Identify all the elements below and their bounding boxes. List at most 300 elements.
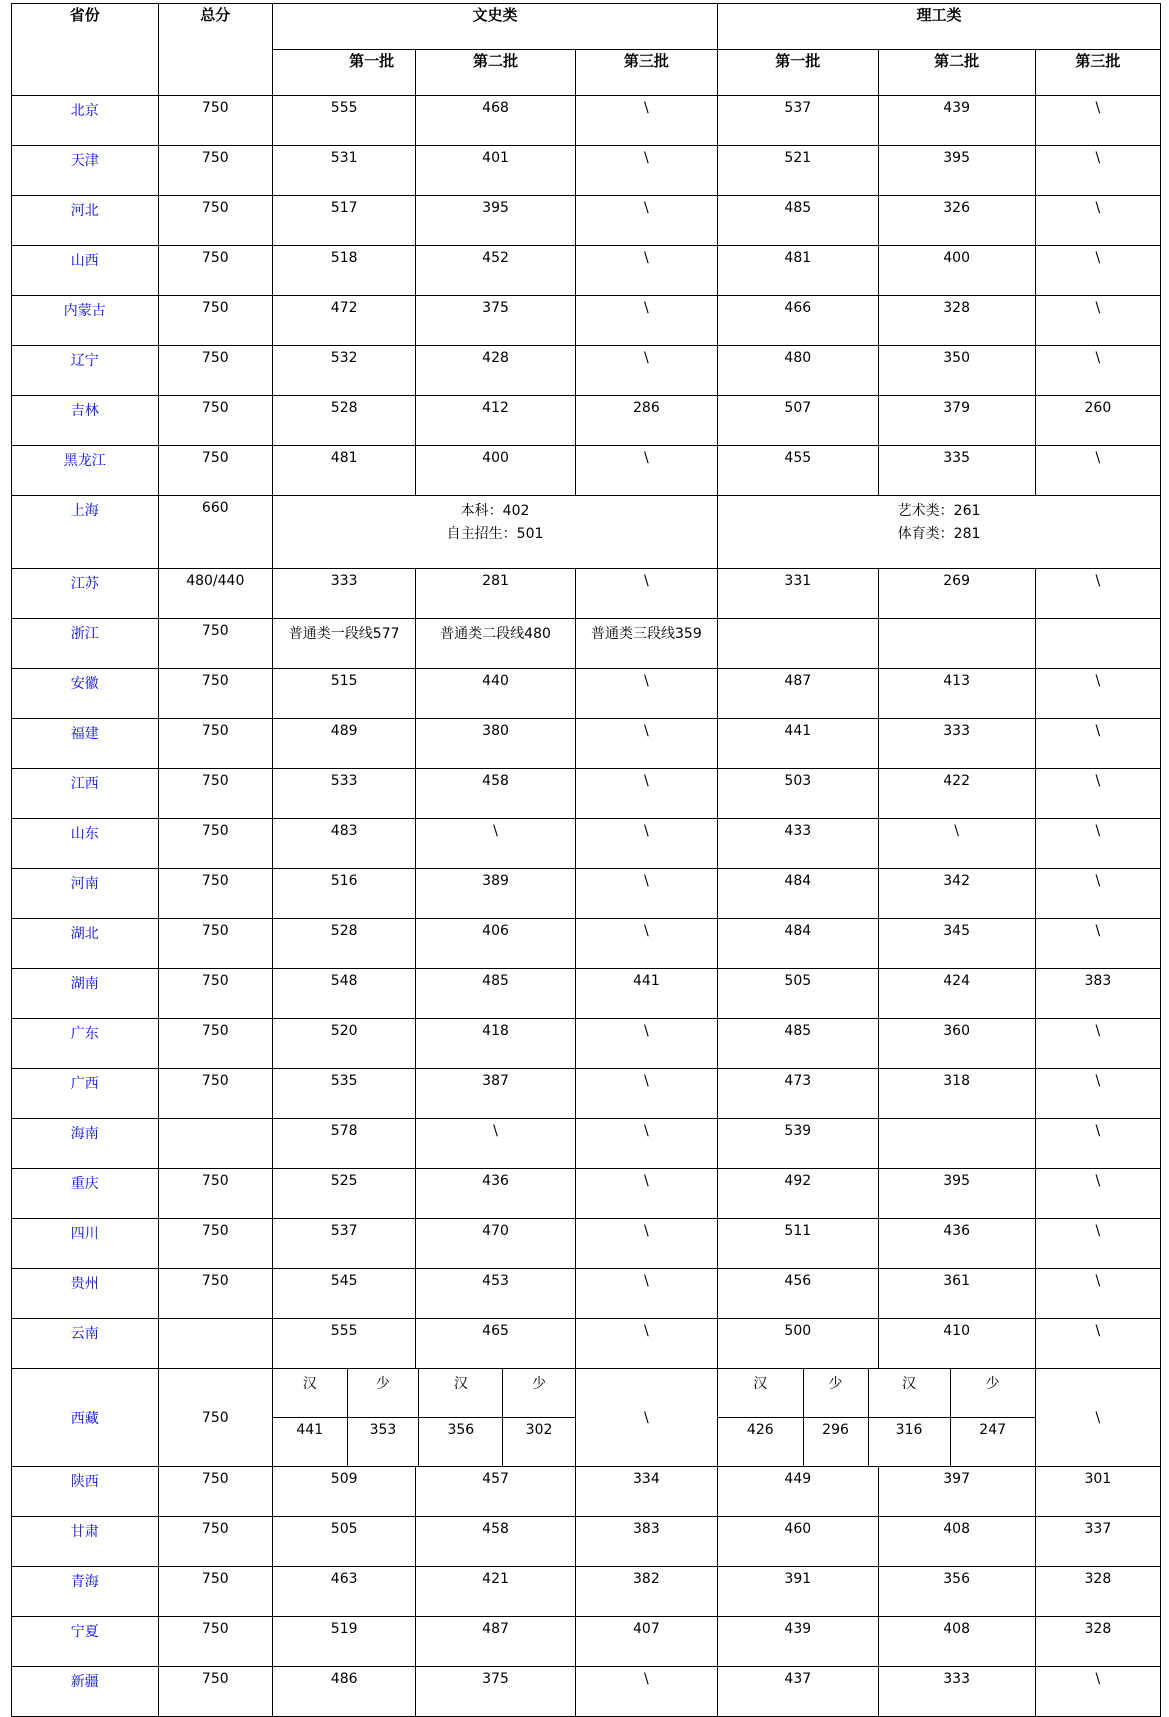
arts-batch3: \: [575, 1119, 717, 1169]
table-row: [12, 1617, 1161, 1667]
header-science-batch2: 第二批: [878, 50, 1035, 96]
arts-batch2: 452: [416, 246, 575, 296]
han-label: 汉: [419, 1369, 503, 1418]
minority-label: 少: [503, 1369, 575, 1418]
science-batch1: 485: [718, 196, 878, 246]
science-batch3: \: [1035, 1069, 1160, 1119]
province-link[interactable]: 河南: [12, 869, 159, 919]
arts-batch3: \: [575, 1269, 717, 1319]
province-link[interactable]: 陕西: [12, 1467, 159, 1517]
total-score: 750: [158, 769, 272, 819]
table-body-shanghai: [12, 496, 1161, 669]
arts-batch2: 458: [416, 1517, 575, 1567]
science-batch2: 361: [878, 1269, 1035, 1319]
total-score: 750: [158, 346, 272, 396]
province-link[interactable]: 海南: [12, 1119, 159, 1169]
arts-batch2: 389: [416, 869, 575, 919]
arts-batch3: \: [575, 1369, 717, 1467]
science-batch1: 456: [718, 1269, 878, 1319]
header-science: 理工类: [718, 4, 1161, 50]
arts-batch3: 382: [575, 1567, 717, 1617]
science-merged-cell: [718, 496, 1161, 569]
arts-batch2: 406: [416, 919, 575, 969]
arts-batch1: 481: [273, 446, 416, 496]
han-label: 汉: [718, 1369, 803, 1418]
table-row: [12, 619, 1161, 669]
science-batch1: 505: [718, 969, 878, 1019]
total-score: 750: [158, 1567, 272, 1617]
header-science-batch1: 第一批: [718, 50, 878, 96]
arts-batch2: 普通类二段线480: [416, 619, 575, 669]
arts-batch1: 535: [273, 1069, 416, 1119]
science-batch3: \: [1035, 246, 1160, 296]
table-row: [12, 496, 1161, 569]
arts-batch1: 578: [273, 1119, 416, 1169]
arts-batch1: 509: [273, 1467, 416, 1517]
arts-batch3: 286: [575, 396, 717, 446]
table-body-top: [12, 96, 1161, 496]
science-batch1: 500: [718, 1319, 878, 1369]
arts-batch1: 518: [273, 246, 416, 296]
total-score: 750: [158, 1467, 272, 1517]
science-batch3: 337: [1035, 1517, 1160, 1567]
arts-batch2: 281: [416, 569, 575, 619]
arts-batch3: \: [575, 196, 717, 246]
arts-batch2: 380: [416, 719, 575, 769]
arts-batch1: 516: [273, 869, 416, 919]
total-score: 750: [158, 196, 272, 246]
table-row: [12, 346, 1161, 396]
total-score: 750: [158, 919, 272, 969]
science-batch2: 395: [878, 1169, 1035, 1219]
total-score: 480/440: [158, 569, 272, 619]
science-batch1: 439: [718, 1617, 878, 1667]
arts-batch3: \: [575, 1219, 717, 1269]
science-batch3: \: [1035, 296, 1160, 346]
arts-batch2: 457: [416, 1467, 575, 1517]
science-batch3: 328: [1035, 1567, 1160, 1617]
arts-batch3: 441: [575, 969, 717, 1019]
science-batch2: 379: [878, 396, 1035, 446]
arts-batch3: \: [575, 146, 717, 196]
science-batch2: 436: [878, 1219, 1035, 1269]
province-link[interactable]: 黑龙江: [12, 446, 159, 496]
province-link[interactable]: 宁夏: [12, 1617, 159, 1667]
arts-batch3: \: [575, 569, 717, 619]
table-row: [12, 719, 1161, 769]
arts-batch1: 333: [273, 569, 416, 619]
arts-batch1: 463: [273, 1567, 416, 1617]
arts-batch1: 483: [273, 819, 416, 869]
total-score: 750: [158, 1517, 272, 1567]
province-link[interactable]: 北京: [12, 96, 159, 146]
science-batch3: [1035, 619, 1160, 669]
total-score: 750: [158, 1269, 272, 1319]
table-row: [12, 96, 1161, 146]
science-batch1: 473: [718, 1069, 878, 1119]
arts-batch2: 418: [416, 1019, 575, 1069]
science-batch2: 318: [878, 1069, 1035, 1119]
science-batch1: 449: [718, 1467, 878, 1517]
table-row: [12, 1119, 1161, 1169]
total-score: 750: [158, 719, 272, 769]
arts-batch2: 487: [416, 1617, 575, 1667]
table-row: [12, 1269, 1161, 1319]
arts-batch1: 517: [273, 196, 416, 246]
arts-batch2: \: [416, 1119, 575, 1169]
province-link[interactable]: 甘肃: [12, 1517, 159, 1567]
arts-batch2: 375: [416, 1667, 575, 1717]
science-batch2: 269: [878, 569, 1035, 619]
province-link[interactable]: 福建: [12, 719, 159, 769]
table-row: [12, 1019, 1161, 1069]
science-batch3: \: [1035, 569, 1160, 619]
science-batch1: 460: [718, 1517, 878, 1567]
arts-batch2: 468: [416, 96, 575, 146]
science-batch1: 481: [718, 246, 878, 296]
science-batch1: [718, 619, 878, 669]
minority-label: 少: [950, 1369, 1035, 1418]
science-batch1: 484: [718, 919, 878, 969]
arts-independent: 自主招生：501: [446, 526, 544, 542]
arts-batch1: 472: [273, 296, 416, 346]
total-score: 750: [158, 1019, 272, 1069]
arts-ethnic-subtable: [273, 1369, 575, 1466]
arts-batch1: 486: [273, 1667, 416, 1717]
science-batch1-minority: 296: [803, 1418, 868, 1467]
table-body-bottom: [12, 1467, 1161, 1717]
arts-batch2: 421: [416, 1567, 575, 1617]
total-score: 660: [158, 496, 272, 569]
science-batch1: 539: [718, 1119, 878, 1169]
arts-batch1: 528: [273, 919, 416, 969]
arts-batch3: \: [575, 819, 717, 869]
province-link[interactable]: 贵州: [12, 1269, 159, 1319]
total-score: 750: [158, 446, 272, 496]
table-row: [12, 919, 1161, 969]
science-sport: 体育类：281: [897, 526, 981, 542]
province-link[interactable]: 广东: [12, 1019, 159, 1069]
science-batch3: \: [1035, 1119, 1160, 1169]
science-batch1: 503: [718, 769, 878, 819]
total-score: [158, 1119, 272, 1169]
arts-batch1: 528: [273, 396, 416, 446]
total-score: 750: [158, 869, 272, 919]
header-arts-batch2: 第二批: [416, 50, 575, 96]
total-score: 750: [158, 146, 272, 196]
province-link[interactable]: 浙江: [12, 619, 159, 669]
science-batch2: 395: [878, 146, 1035, 196]
science-batch3: \: [1035, 919, 1160, 969]
table-row: [12, 769, 1161, 819]
arts-batch3: \: [575, 719, 717, 769]
science-batch1: 521: [718, 146, 878, 196]
minority-label: 少: [347, 1369, 419, 1418]
science-batch3: \: [1035, 719, 1160, 769]
arts-batch3: 407: [575, 1617, 717, 1667]
total-score: 750: [158, 619, 272, 669]
arts-batch1: 548: [273, 969, 416, 1019]
science-batch2: 356: [878, 1567, 1035, 1617]
science-batch1-han: 426: [718, 1418, 803, 1467]
total-score: 750: [158, 969, 272, 1019]
arts-batch3: \: [575, 669, 717, 719]
table-row: [12, 1369, 1161, 1467]
arts-batch1: 505: [273, 1517, 416, 1567]
province-link[interactable]: 山东: [12, 819, 159, 869]
science-batch1: 437: [718, 1667, 878, 1717]
province-link[interactable]: 青海: [12, 1567, 159, 1617]
science-batch12-split: [718, 1369, 1036, 1467]
header-province: 省份: [12, 4, 159, 96]
arts-batch3: \: [575, 1169, 717, 1219]
table-row: [12, 819, 1161, 869]
arts-batch1: 537: [273, 1219, 416, 1269]
science-batch1: 485: [718, 1019, 878, 1069]
province-link[interactable]: 河北: [12, 196, 159, 246]
han-label: 汉: [868, 1369, 950, 1418]
header-arts-batch1: 第一批: [273, 50, 416, 96]
arts-batch1: 532: [273, 346, 416, 396]
science-batch1: 487: [718, 669, 878, 719]
arts-batch2-minority: 302: [503, 1418, 575, 1467]
arts-batch1: 519: [273, 1617, 416, 1667]
total-score: 750: [158, 396, 272, 446]
arts-batch2: 375: [416, 296, 575, 346]
table-row: [12, 1517, 1161, 1567]
science-batch1: 433: [718, 819, 878, 869]
science-batch2: 408: [878, 1617, 1035, 1667]
arts-batch1: 545: [273, 1269, 416, 1319]
header-arts-batch3: 第三批: [575, 50, 717, 96]
arts-merged-cell: [273, 496, 718, 569]
arts-batch1: 489: [273, 719, 416, 769]
province-link[interactable]: 湖北: [12, 919, 159, 969]
total-score: 750: [158, 669, 272, 719]
arts-batch1: 531: [273, 146, 416, 196]
arts-batch3: 普通类三段线359: [575, 619, 717, 669]
total-score: 750: [158, 96, 272, 146]
table-row: [12, 1069, 1161, 1119]
province-link[interactable]: 辽宁: [12, 346, 159, 396]
science-batch2: 410: [878, 1319, 1035, 1369]
arts-batch2-han: 356: [419, 1418, 503, 1467]
science-batch1: 331: [718, 569, 878, 619]
science-batch3: \: [1035, 1219, 1160, 1269]
science-batch3: \: [1035, 1369, 1160, 1467]
table-row: [12, 196, 1161, 246]
science-batch2: 397: [878, 1467, 1035, 1517]
science-batch3: \: [1035, 1019, 1160, 1069]
arts-batch1: 555: [273, 96, 416, 146]
province-link[interactable]: 广西: [12, 1069, 159, 1119]
arts-batch2: 465: [416, 1319, 575, 1369]
header-total: 总分: [158, 4, 272, 96]
arts-batch2: 428: [416, 346, 575, 396]
science-batch3: \: [1035, 869, 1160, 919]
total-score: 750: [158, 819, 272, 869]
province-link[interactable]: 内蒙古: [12, 296, 159, 346]
arts-batch1: 525: [273, 1169, 416, 1219]
science-batch3: \: [1035, 1169, 1160, 1219]
arts-batch3: \: [575, 1319, 717, 1369]
total-score: 750: [158, 296, 272, 346]
science-batch2: 413: [878, 669, 1035, 719]
science-batch3: \: [1035, 819, 1160, 869]
science-batch2: [878, 619, 1035, 669]
science-batch2: 342: [878, 869, 1035, 919]
science-batch3: \: [1035, 146, 1160, 196]
arts-undergrad: 本科：402: [460, 503, 530, 519]
total-score: 750: [158, 1069, 272, 1119]
arts-batch1: 533: [273, 769, 416, 819]
science-batch1: 466: [718, 296, 878, 346]
science-batch3: \: [1035, 96, 1160, 146]
science-batch1: 484: [718, 869, 878, 919]
total-score: 750: [158, 1369, 272, 1467]
science-ethnic-subtable: [718, 1369, 1035, 1466]
province-link[interactable]: 湖南: [12, 969, 159, 1019]
arts-batch2: 412: [416, 396, 575, 446]
arts-batch3: \: [575, 246, 717, 296]
science-batch3: \: [1035, 669, 1160, 719]
science-batch2: 424: [878, 969, 1035, 1019]
arts-batch1-han: 441: [273, 1418, 347, 1467]
science-batch1: 480: [718, 346, 878, 396]
arts-batch2: 387: [416, 1069, 575, 1119]
science-batch1: 441: [718, 719, 878, 769]
province-link[interactable]: 天津: [12, 146, 159, 196]
table-row: [12, 669, 1161, 719]
science-art: 艺术类：261: [897, 503, 981, 519]
minority-label: 少: [803, 1369, 868, 1418]
arts-batch3: 383: [575, 1517, 717, 1567]
science-batch3: 301: [1035, 1467, 1160, 1517]
arts-batch3: \: [575, 446, 717, 496]
science-batch3: \: [1035, 196, 1160, 246]
arts-batch2: 453: [416, 1269, 575, 1319]
total-score: 750: [158, 1617, 272, 1667]
arts-batch3: \: [575, 96, 717, 146]
arts-batch1-minority: 353: [347, 1418, 419, 1467]
arts-batch2: 395: [416, 196, 575, 246]
science-batch2: [878, 1119, 1035, 1169]
total-score: 750: [158, 1219, 272, 1269]
han-label: 汉: [273, 1369, 347, 1418]
science-batch1: 391: [718, 1567, 878, 1617]
total-score: 750: [158, 1667, 272, 1717]
province-link[interactable]: 云南: [12, 1319, 159, 1369]
science-batch3: \: [1035, 1667, 1160, 1717]
science-batch3: \: [1035, 1319, 1160, 1369]
science-batch3: \: [1035, 1269, 1160, 1319]
arts-batch2: 470: [416, 1219, 575, 1269]
table-row: [12, 1467, 1161, 1517]
science-batch2: 335: [878, 446, 1035, 496]
table-row: [12, 969, 1161, 1019]
science-batch2: 326: [878, 196, 1035, 246]
arts-batch1: 520: [273, 1019, 416, 1069]
science-batch3: 383: [1035, 969, 1160, 1019]
province-link[interactable]: 四川: [12, 1219, 159, 1269]
arts-batch2: 401: [416, 146, 575, 196]
province-link[interactable]: 上海: [12, 496, 159, 569]
arts-batch1: 555: [273, 1319, 416, 1369]
table-body-middle: [12, 669, 1161, 1369]
arts-batch2: 458: [416, 769, 575, 819]
arts-batch3: 334: [575, 1467, 717, 1517]
science-batch2: 360: [878, 1019, 1035, 1069]
arts-batch3: \: [575, 296, 717, 346]
arts-batch1: 普通类一段线577: [273, 619, 416, 669]
header-arts: 文史类: [273, 4, 718, 50]
science-batch3: \: [1035, 769, 1160, 819]
table-row: [12, 296, 1161, 346]
arts-batch2: 485: [416, 969, 575, 1019]
science-batch3: \: [1035, 346, 1160, 396]
arts-batch2: 400: [416, 446, 575, 496]
science-batch2: 345: [878, 919, 1035, 969]
science-batch2: 408: [878, 1517, 1035, 1567]
province-link[interactable]: 重庆: [12, 1169, 159, 1219]
science-batch2-minority: 247: [950, 1418, 1035, 1467]
table-row: [12, 1667, 1161, 1717]
arts-batch3: \: [575, 869, 717, 919]
science-batch1: 455: [718, 446, 878, 496]
arts-batch2: 440: [416, 669, 575, 719]
province-link[interactable]: 安徽: [12, 669, 159, 719]
science-batch2: \: [878, 819, 1035, 869]
province-link[interactable]: 吉林: [12, 396, 159, 446]
science-batch1: 511: [718, 1219, 878, 1269]
province-link[interactable]: 西藏: [12, 1369, 159, 1467]
total-score: 750: [158, 1169, 272, 1219]
table-row: [12, 1319, 1161, 1369]
arts-batch12-split: [273, 1369, 576, 1467]
province-link[interactable]: 山西: [12, 246, 159, 296]
arts-batch3: \: [575, 769, 717, 819]
province-link[interactable]: 江苏: [12, 569, 159, 619]
table-row: [12, 246, 1161, 296]
province-link[interactable]: 新疆: [12, 1667, 159, 1717]
table-row: [12, 569, 1161, 619]
arts-batch3: \: [575, 919, 717, 969]
science-batch2: 400: [878, 246, 1035, 296]
arts-batch2: 436: [416, 1169, 575, 1219]
table-body-tibet: [12, 1369, 1161, 1467]
science-batch2: 439: [878, 96, 1035, 146]
science-batch2: 350: [878, 346, 1035, 396]
science-batch3: 260: [1035, 396, 1160, 446]
table-row: [12, 396, 1161, 446]
table-row: [12, 1567, 1161, 1617]
header-science-batch3: 第三批: [1035, 50, 1160, 96]
science-batch2: 333: [878, 719, 1035, 769]
table-row: [12, 146, 1161, 196]
province-link[interactable]: 江西: [12, 769, 159, 819]
science-batch2: 422: [878, 769, 1035, 819]
arts-batch1: 515: [273, 669, 416, 719]
science-batch3: \: [1035, 446, 1160, 496]
arts-batch3: \: [575, 1667, 717, 1717]
table-row: [12, 1219, 1161, 1269]
arts-batch2: \: [416, 819, 575, 869]
arts-batch3: \: [575, 1069, 717, 1119]
science-batch1: 507: [718, 396, 878, 446]
table-row: [12, 869, 1161, 919]
table-row: [12, 1169, 1161, 1219]
arts-batch3: \: [575, 1019, 717, 1069]
